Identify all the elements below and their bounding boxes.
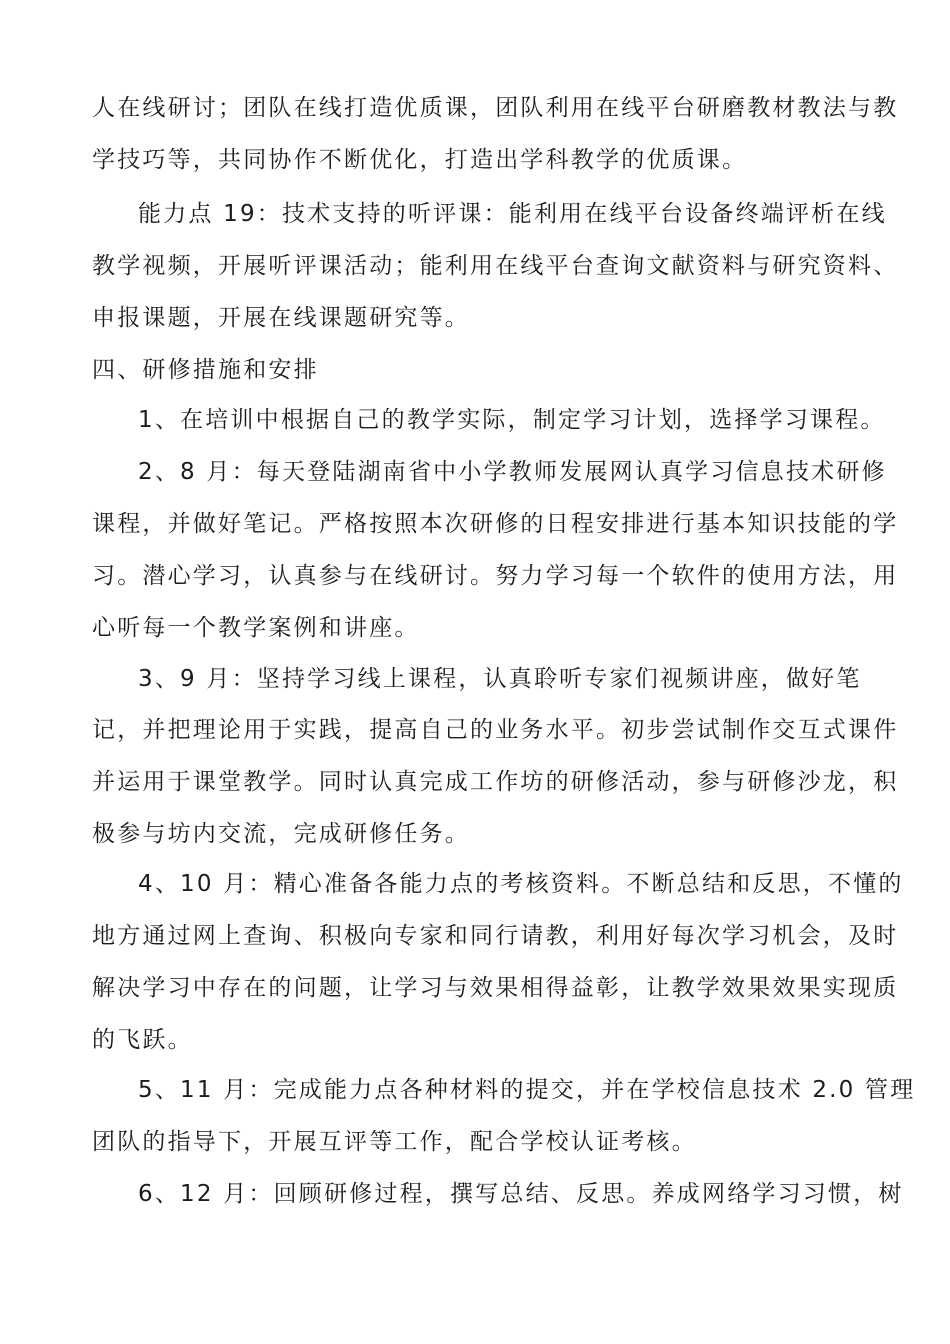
text-line: 团队的指导下，开展互评等工作，配合学校认证考核。 bbox=[92, 1129, 697, 1155]
section-heading: 四、研修措施和安排 bbox=[92, 357, 319, 383]
text-line: 并运用于课堂教学。同时认真完成工作坊的研修活动，参与研修沙龙，积 bbox=[92, 769, 899, 795]
text-line: 心听每一个教学案例和讲座。 bbox=[92, 615, 420, 641]
text-line: 4、10 月：精心准备各能力点的考核资料。不断总结和反思，不懂的 bbox=[138, 871, 904, 897]
text-line: 解决学习中存在的问题，让学习与效果相得益彰，让教学效果效果实现质 bbox=[92, 975, 899, 1001]
text-line: 申报课题，开展在线课题研究等。 bbox=[92, 305, 470, 331]
text-line: 的飞跃。 bbox=[92, 1027, 193, 1053]
text-line: 人在线研讨；团队在线打造优质课，团队利用在线平台研磨教材教法与教 bbox=[92, 95, 899, 121]
text-line: 6、12 月：回顾研修过程，撰写总结、反思。养成网络学习习惯，树 bbox=[138, 1181, 904, 1207]
text-line: 极参与坊内交流，完成研修任务。 bbox=[92, 821, 470, 847]
text-line: 2、8 月：每天登陆湖南省中小学教师发展网认真学习信息技术研修 bbox=[138, 459, 887, 485]
text-line: 能力点 19：技术支持的听评课：能利用在线平台设备终端评析在线 bbox=[138, 201, 887, 227]
text-line: 教学视频，开展听评课活动；能利用在线平台查询文献资料与研究资料、 bbox=[92, 253, 899, 279]
text-line: 3、9 月：坚持学习线上课程，认真聆听专家们视频讲座，做好笔 bbox=[138, 666, 862, 692]
text-line: 习。潜心学习，认真参与在线研讨。努力学习每一个软件的使用方法，用 bbox=[92, 563, 899, 589]
text-line: 课程，并做好笔记。严格按照本次研修的日程安排进行基本知识技能的学 bbox=[92, 511, 899, 537]
text-line: 1、在培训中根据自己的教学实际，制定学习计划，选择学习课程。 bbox=[138, 407, 886, 433]
text-line: 学技巧等，共同协作不断优化，打造出学科教学的优质课。 bbox=[92, 147, 748, 173]
text-line: 地方通过网上查询、积极向专家和同行请教，利用好每次学习机会，及时 bbox=[92, 923, 899, 949]
text-line: 记，并把理论用于实践，提高自己的业务水平。初步尝试制作交互式课件 bbox=[92, 717, 899, 743]
text-line: 5、11 月：完成能力点各种材料的提交，并在学校信息技术 2.0 管理 bbox=[138, 1077, 916, 1103]
